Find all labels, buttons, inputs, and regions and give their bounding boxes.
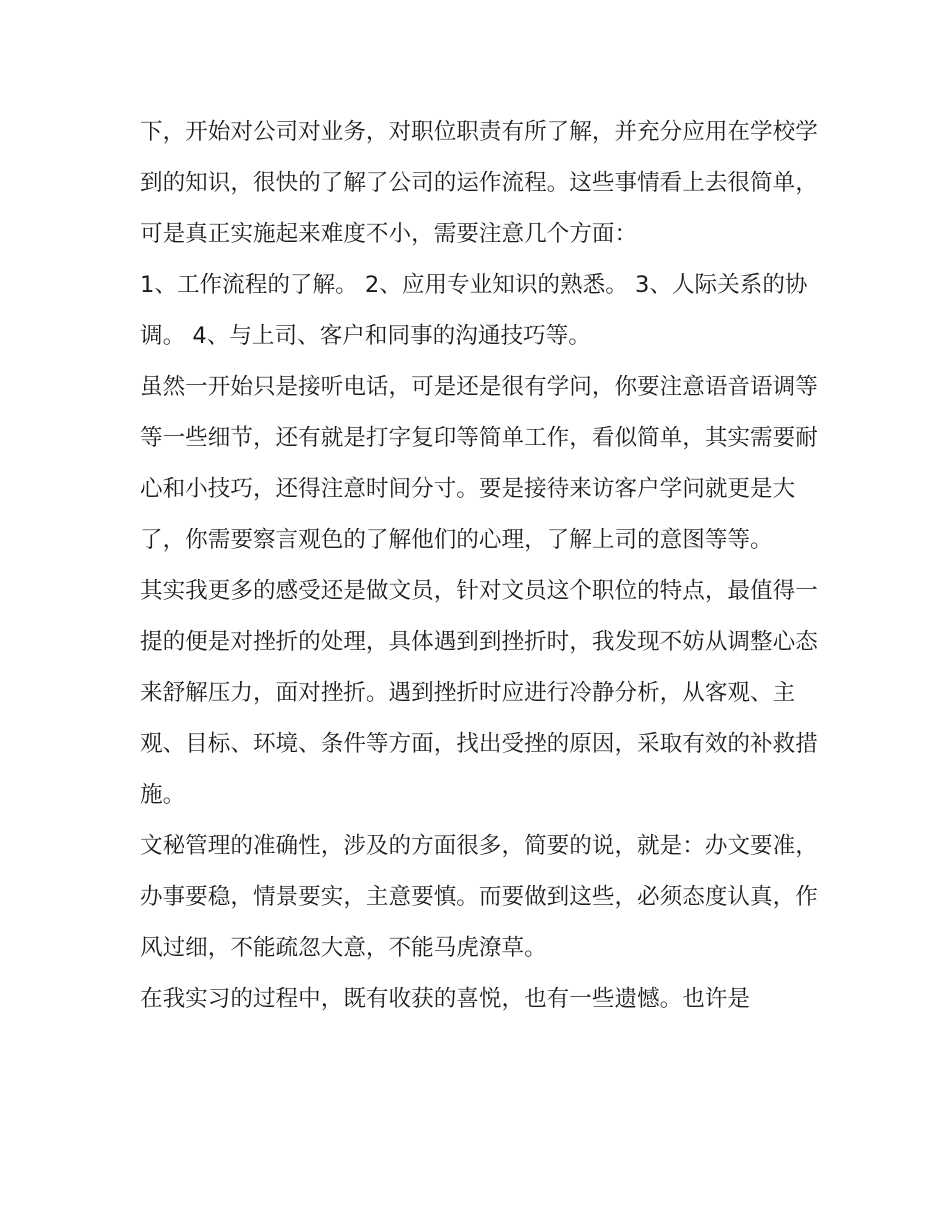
- paragraph-frustration: 其实我更多的感受还是做文员，针对文员这个职位的特点，最值得一提的便是对挫折的处理，具体遇到到挫折时，我发现不妨从调整心态来舒解压力，面对挫折。遇到挫折时应进行冷静分析，从客观、主观、目标、环境、条件等方面，找出受挫的原因，采取有效的补救措施。: [140, 578, 818, 808]
- paragraph-intro: 下，开始对公司对业务，对职位职责有所了解，并充分应用在学校学到的知识，很快的了解了公司的运作流程。这些事情看上去很简单，可是真正实施起来难度不小，需要注意几个方面：: [140, 119, 818, 247]
- paragraph-list: 1、工作流程的了解。 2、应用专业知识的熟悉。 3、人际关系的协调。 4、与上司、客户和同事的沟通技巧等。: [140, 272, 808, 349]
- paragraph-closing: 在我实习的过程中，既有收获的喜悦，也有一些遗憾。也许是: [140, 986, 751, 1012]
- paragraph-phone: 虽然一开始只是接听电话，可是还是很有学问，你要注意语音语调等等一些细节，还有就是打字复印等简单工作，看似简单，其实需要耐心和小技巧，还得注意时间分寸。要是接待来访客户学问就更是大了，你需要察言观色的了解他们的心理，了解上司的意图等等。: [140, 374, 818, 553]
- paragraph-accuracy: 文秘管理的准确性，涉及的方面很多，简要的说，就是：办文要准，办事要稳，情景要实，主意要慎。而要做到这些，必须态度认真，作风过细，不能疏忽大意，不能马虎潦草。: [140, 833, 818, 961]
- document-body: [140, 107, 820, 1025]
